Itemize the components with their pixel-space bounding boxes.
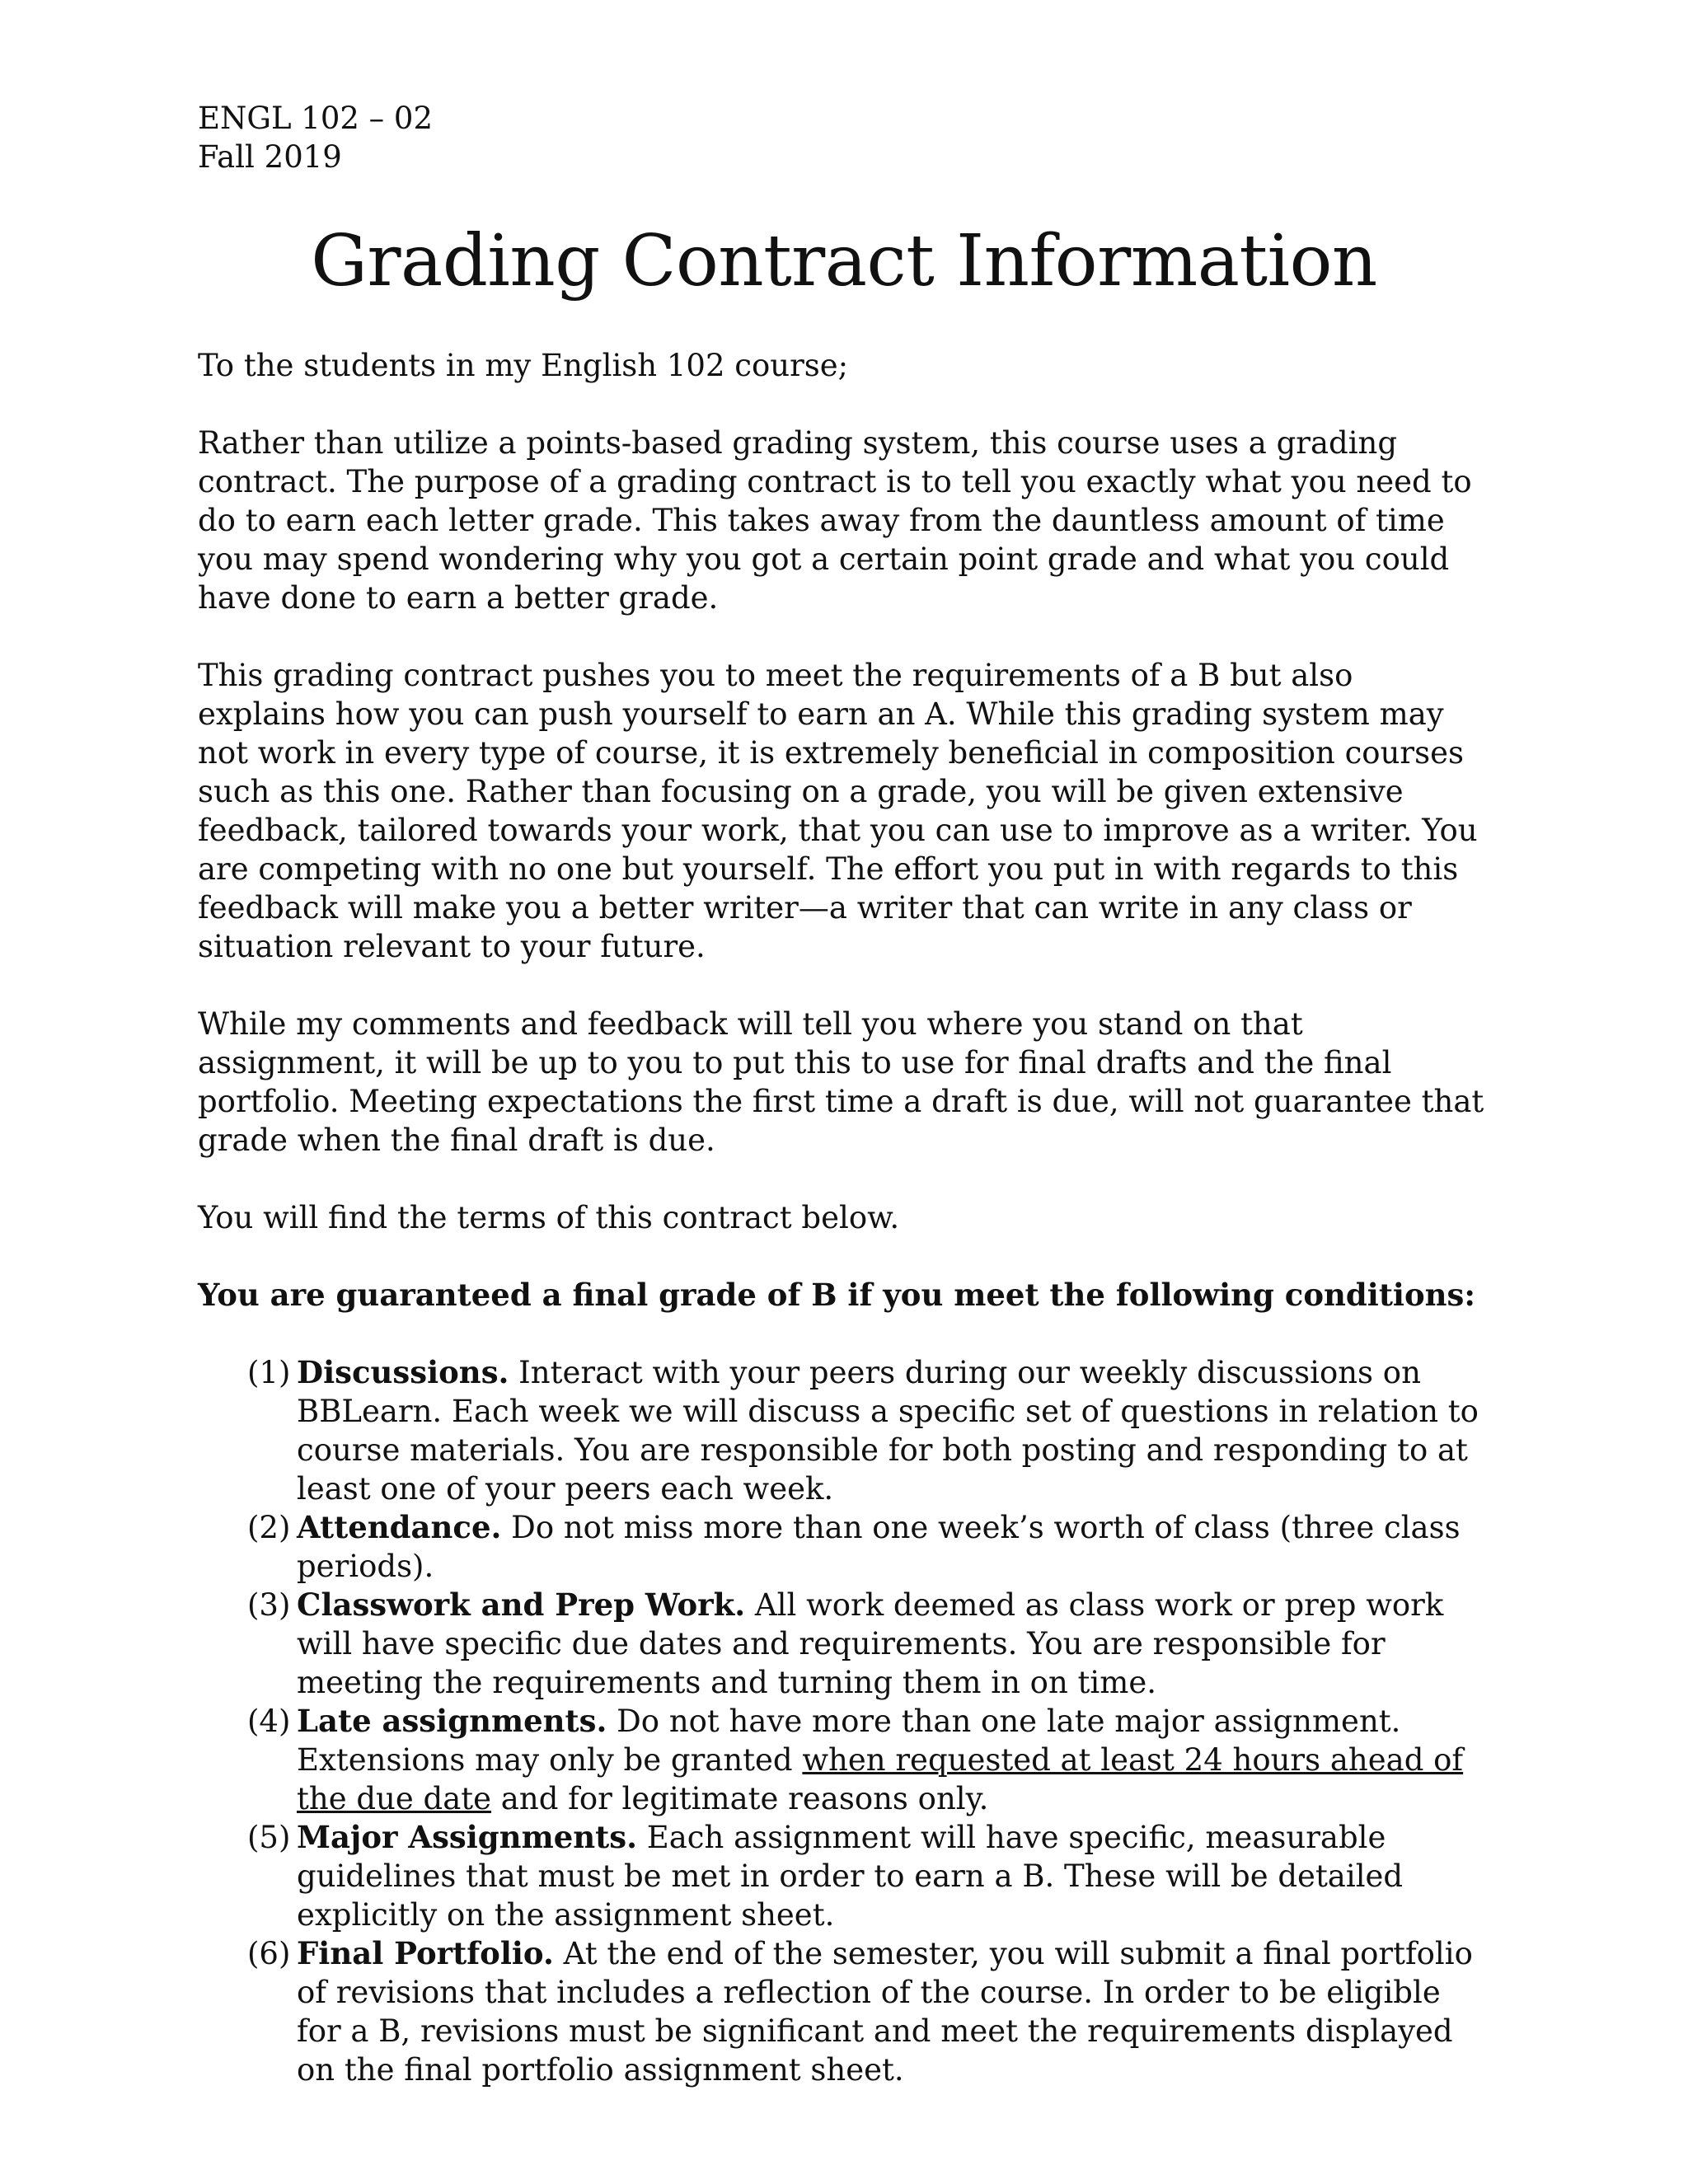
page-title: Grading Contract Information [311,220,1377,302]
condition-term: Major Assignments. [297,1819,637,1855]
condition-text-underlined: when requested at least 24 hours ahead of the due date [297,1742,1464,1816]
condition-late-assignments [247,1702,1490,1818]
course-header [198,99,1490,176]
condition-text: At the end of the semester, you will submit a final portfolio of revisions that includes a reflection of the course. In order to be eligible for a B, revisions must be significant and meet the requirements displayed on the final portfolio assignment sheet. [297,1936,1473,2088]
conditions-heading: You are guaranteed a final grade of B if you meet the following conditions: [198,1277,1476,1313]
condition-text: Interact with your peers during our weekly discussions on BBLearn. Each week we will discuss a specific set of questions in relation to course materials. You are responsible for both posting and responding to at least one of your peers each week. [297,1355,1479,1507]
paragraph-contract-purpose: This grading contract pushes you to meet the requirements of a B but also explains how you can push yourself to earn an A. While this grading system may not work in every type of course, it is extremely beneficial in composition courses such as this one. Rather than focusing on a grade, you will be given extensive feedback, tailored towards your work, that you can use to improve as a writer. You are competing with no one but yourself. The effort you put in with regards to this feedback will make you a better writer—a writer that can write in any class or situation relevant to your future. [198,658,1478,964]
condition-text: Each assignment will have specific, measurable guidelines that must be met in order to earn a B. These will be detailed explicitly on the assignment sheet. [297,1820,1404,1933]
condition-term: Late assignments. [297,1703,607,1739]
condition-text: Do not have more than one late major assignment. Extensions may only be granted [297,1704,1401,1778]
course-term: Fall 2019 [198,139,342,175]
condition-text: Do not miss more than one week’s worth of class (three class periods). [297,1510,1461,1584]
condition-term: Classwork and Prep Work. [297,1586,746,1623]
condition-discussions [247,1353,1490,1508]
condition-term: Discussions. [297,1354,509,1390]
condition-number: (5) [247,1820,291,1855]
paragraph-feedback: While my comments and feedback will tell you where you stand on that assignment, it will be up to you to put this to use for final drafts and the final portfolio. Meeting expectations the first time a draft is due, will not guarantee that grade when the final draft is due. [198,1006,1484,1158]
paragraph-intro: Rather than utilize a points-based grading system, this course uses a grading contract. The purpose of a grading contract is to tell you exactly what you need to do to earn each letter grade. This takes away from the dauntless amount of time you may spend wondering why you got a certain point grade and what you could have done to earn a better grade. [198,425,1472,616]
conditions-list [198,1353,1490,2089]
condition-major-assignments [247,1818,1490,1934]
condition-final-portfolio [247,1934,1490,2089]
condition-number: (4) [247,1704,291,1739]
condition-number: (1) [247,1355,291,1390]
document-body [198,346,1490,2089]
condition-classwork [247,1586,1490,1702]
greeting: To the students in my English 102 course; [198,348,849,383]
condition-text: and for legitimate reasons only. [491,1781,989,1816]
condition-term: Attendance. [297,1509,502,1545]
condition-number: (2) [247,1510,291,1545]
condition-attendance [247,1508,1490,1586]
course-code: ENGL 102 – 02 [198,101,433,136]
condition-number: (3) [247,1587,291,1623]
condition-number: (6) [247,1936,291,1971]
paragraph-terms-note: You will find the terms of this contract below. [198,1200,900,1235]
condition-term: Final Portfolio. [297,1935,554,1971]
condition-text: All work deemed as class work or prep work will have specific due dates and requirements. You are responsible for meeting the requirements and turning them in on time. [297,1587,1444,1700]
